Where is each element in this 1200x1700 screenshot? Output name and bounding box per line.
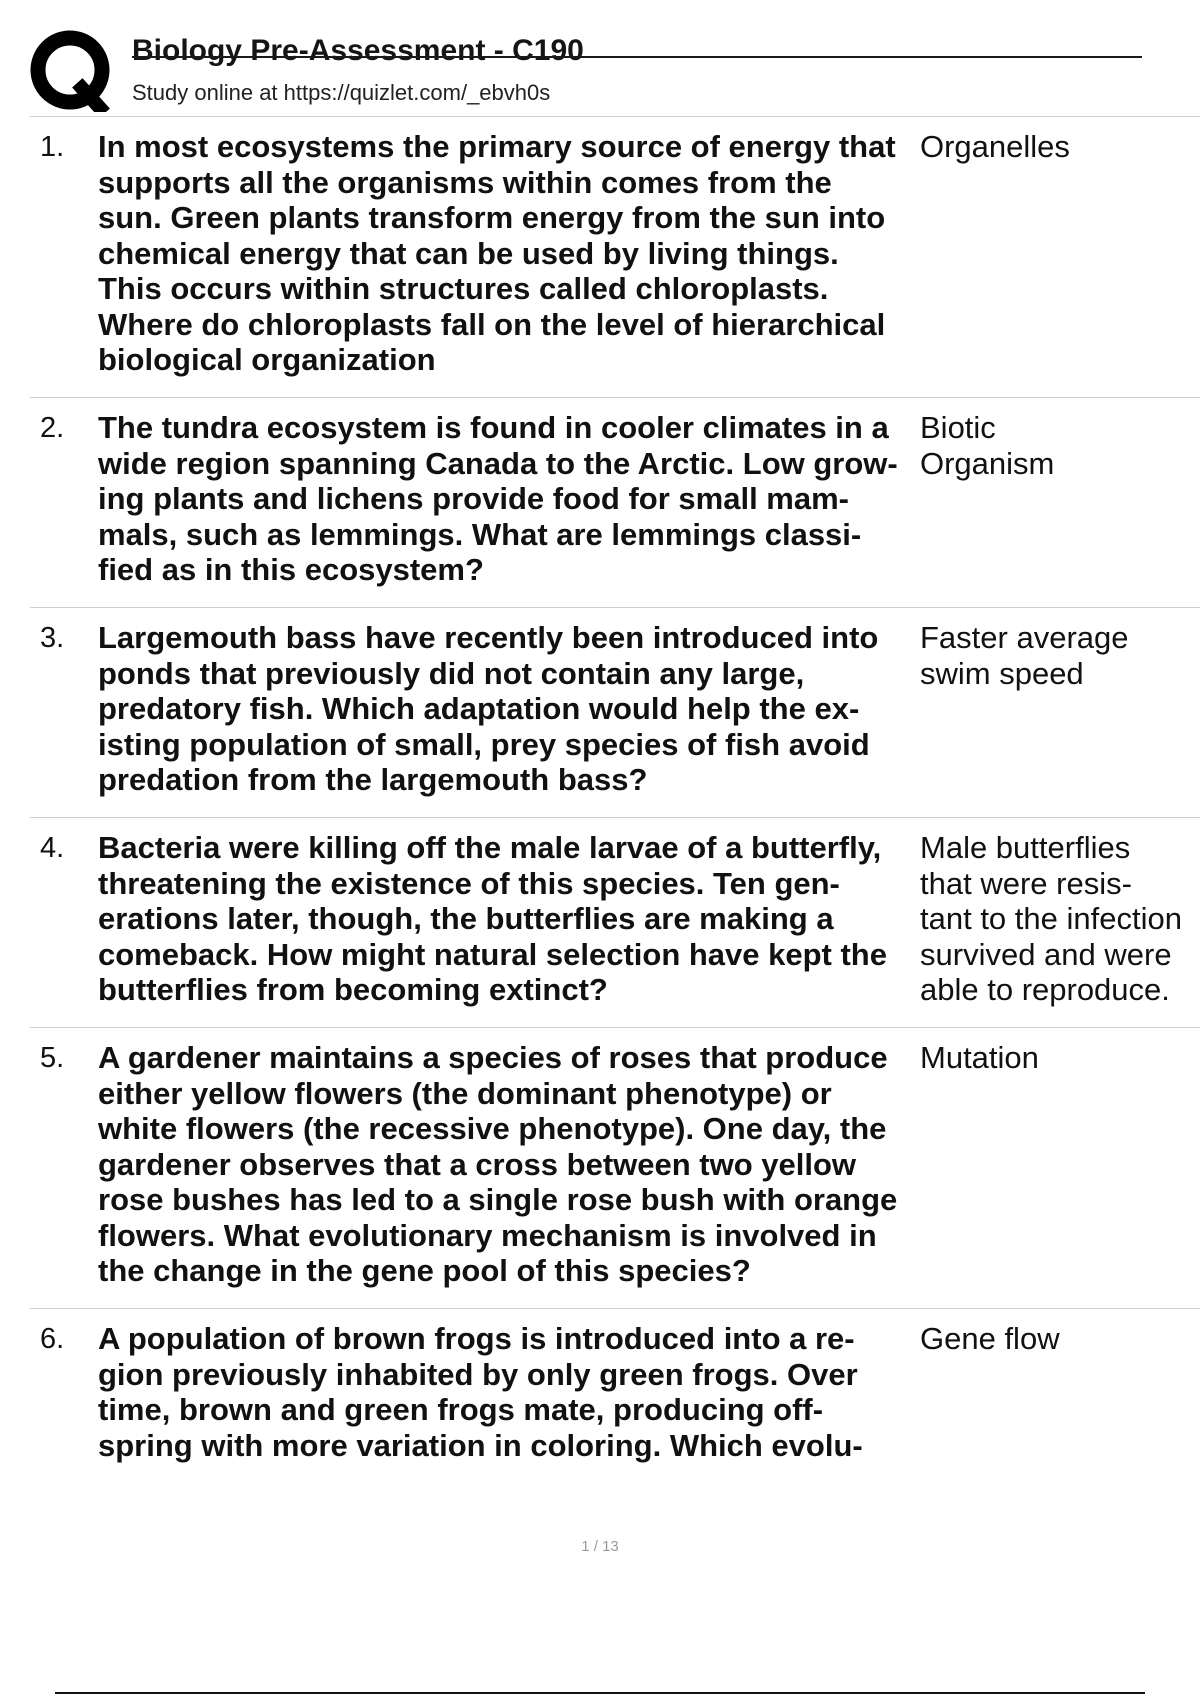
card-term: Bacteria were killing off the male larvae of a butterfly, threatening the existence of this species. Ten gen- erations later, though, the butterflies are making a comeback. How might natural selection have kept the butterflies from becoming extinct?: [98, 830, 887, 1007]
card-number: 4.: [40, 832, 65, 864]
card-number: 5.: [40, 1042, 65, 1074]
card-definition: Biotic Organism: [920, 410, 1055, 481]
card-term: A gardener maintains a species of roses that produce either yellow flowers (the dominant phenotype) or white flowers (the recessive phenotype). One day, the gardener observes that a cross between two yellow rose bushes has led to a single rose bush with orange flowers. What evolutionary mechanism is involved in the change in the gene pool of this species?: [98, 1040, 898, 1288]
card-term: Largemouth bass have recently been introduced into ponds that previously did not contain any large, predatory fish. Which adaptation would help the ex- isting population of small, prey species of fish avoid predation from the largemouth bass?: [98, 620, 879, 797]
card-number: 3.: [40, 622, 65, 654]
footer-rule: [55, 1692, 1145, 1694]
card-term: A population of brown frogs is introduced into a re- gion previously inhabited by only green frogs. Over time, brown and green frogs mate, producing off- spring with more variation in coloring. Which evolu-: [98, 1321, 863, 1463]
card-definition: Gene flow: [920, 1321, 1060, 1356]
flashcard-row: [30, 1309, 1200, 1479]
quizlet-logo-icon: [30, 30, 112, 112]
flashcard-row: [30, 1028, 1200, 1309]
card-definition: Faster average swim speed: [920, 620, 1129, 691]
page-number: 1 / 13: [581, 1538, 619, 1555]
flashcard-row: [30, 398, 1200, 608]
card-number: 6.: [40, 1323, 65, 1355]
card-definition: Organelles: [920, 129, 1070, 164]
title-rule: [132, 56, 1142, 58]
document-title: Biology Pre-Assessment - C190: [132, 34, 584, 67]
card-term: In most ecosystems the primary source of energy that supports all the organisms within comes from the sun. Green plants transform energy from the sun into chemical energy that can be used by living things. This occurs within structures called chloroplasts. Where do chloroplasts fall on the level of hierarchical biological organization: [98, 129, 896, 377]
flashcard-row: [30, 818, 1200, 1028]
page-header: [0, 0, 1200, 118]
card-number: 1.: [40, 131, 65, 163]
flashcard-row: [30, 117, 1200, 398]
card-number: 2.: [40, 412, 65, 444]
study-online-link[interactable]: Study online at https://quizlet.com/_ebvh0s: [132, 80, 551, 105]
card-definition: Male butterflies that were resis- tant to the infection survived and were able to reproduce.: [920, 830, 1182, 1007]
flashcard-row: [30, 608, 1200, 818]
card-term: The tundra ecosystem is found in cooler climates in a wide region spanning Canada to the Arctic. Low grow- ing plants and lichens provide food for small mam- mals, such as lemmings. What are lemmings classi- fied as in this ecosystem?: [98, 410, 898, 587]
card-definition: Mutation: [920, 1040, 1039, 1075]
